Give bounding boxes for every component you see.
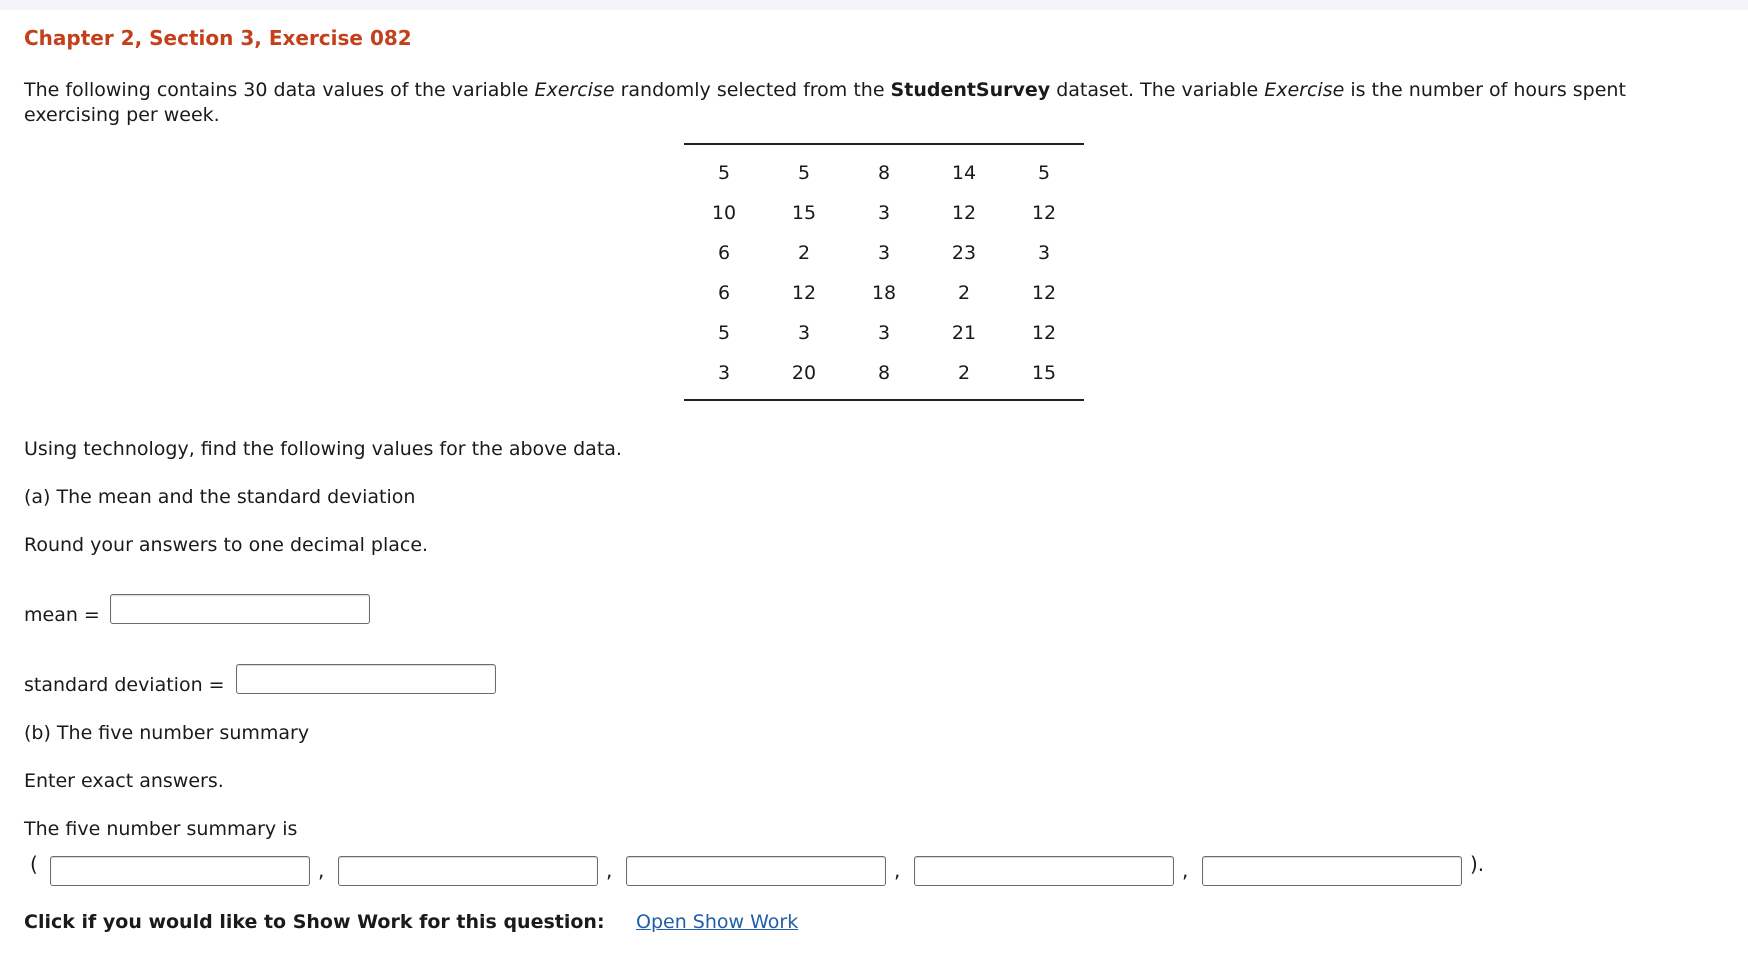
rounding-instruction: Round your answers to one decimal place. (24, 534, 429, 556)
intro-text-3: dataset. The variable (1050, 79, 1265, 101)
mean-input[interactable] (110, 594, 370, 624)
table-row (684, 353, 1084, 393)
sd-label: standard deviation = (24, 674, 225, 696)
exact-answers-instruction: Enter exact answers. (24, 770, 224, 792)
five-num-q1-input[interactable] (338, 856, 598, 886)
table-cell: 5 (717, 162, 731, 184)
intro-text-2: randomly selected from the (614, 79, 891, 101)
five-num-max-input[interactable] (1202, 856, 1462, 886)
open-show-work-link[interactable]: Open Show Work (636, 911, 799, 933)
instruction-text: Using technology, find the following values for the above data. (24, 438, 622, 460)
table-cell: 2 (957, 362, 971, 384)
five-num-q3-input[interactable] (914, 856, 1174, 886)
top-band (0, 0, 1748, 10)
table-cell: 23 (951, 242, 977, 264)
table-cell: 3 (877, 202, 891, 224)
table-cell: 12 (951, 202, 977, 224)
table-cell: 3 (1037, 242, 1051, 264)
intro-variable-2: Exercise (1264, 79, 1345, 101)
five-num-median-input[interactable] (626, 856, 886, 886)
comma-separator: , (1182, 858, 1189, 882)
table-cell: 12 (1031, 202, 1057, 224)
table-cell: 12 (791, 282, 817, 304)
table-cell: 8 (877, 362, 891, 384)
table-cell: 15 (1031, 362, 1057, 384)
standard-deviation-input[interactable] (236, 664, 496, 694)
table-row (684, 313, 1084, 353)
table-cell: 3 (717, 362, 731, 384)
mean-label: mean = (24, 604, 100, 626)
intro-paragraph (24, 78, 1714, 128)
table-cell: 6 (717, 282, 731, 304)
table-cell: 21 (951, 322, 977, 344)
table-cell: 3 (797, 322, 811, 344)
intro-variable: Exercise (534, 79, 615, 101)
table-cell: 10 (711, 202, 737, 224)
table-cell: 3 (877, 322, 891, 344)
exercise-title: Chapter 2, Section 3, Exercise 082 (24, 26, 412, 50)
table-row (684, 233, 1084, 273)
table-cell: 6 (717, 242, 731, 264)
comma-separator: , (894, 858, 901, 882)
data-table (684, 143, 1084, 401)
intro-text-4: is the number of hours spent exercising per week. (24, 79, 1626, 126)
table-cell: 20 (791, 362, 817, 384)
comma-separator: , (318, 858, 325, 882)
table-cell: 3 (877, 242, 891, 264)
comma-separator: , (606, 858, 613, 882)
intro-text-1: The following contains 30 data values of the variable (24, 79, 535, 101)
table-cell: 5 (797, 162, 811, 184)
show-work-label: Click if you would like to Show Work for this question: (24, 911, 605, 933)
table-cell: 12 (1031, 282, 1057, 304)
part-a-label: (a) The mean and the standard deviation (24, 486, 416, 508)
table-cell: 12 (1031, 322, 1057, 344)
table-cell: 15 (791, 202, 817, 224)
table-row (684, 273, 1084, 313)
five-num-min-input[interactable] (50, 856, 310, 886)
table-row (684, 193, 1084, 233)
table-cell: 5 (1037, 162, 1051, 184)
intro-dataset: StudentSurvey (890, 79, 1051, 101)
close-paren: ). (1470, 852, 1485, 876)
table-cell: 5 (717, 322, 731, 344)
table-cell: 2 (957, 282, 971, 304)
table-cell: 2 (797, 242, 811, 264)
table-cell: 14 (951, 162, 977, 184)
open-paren: ( (30, 852, 38, 876)
table-cell: 8 (877, 162, 891, 184)
part-b-label: (b) The five number summary (24, 722, 310, 744)
table-cell: 18 (871, 282, 897, 304)
table-row (684, 153, 1084, 193)
five-number-summary-label: The five number summary is (24, 818, 298, 840)
